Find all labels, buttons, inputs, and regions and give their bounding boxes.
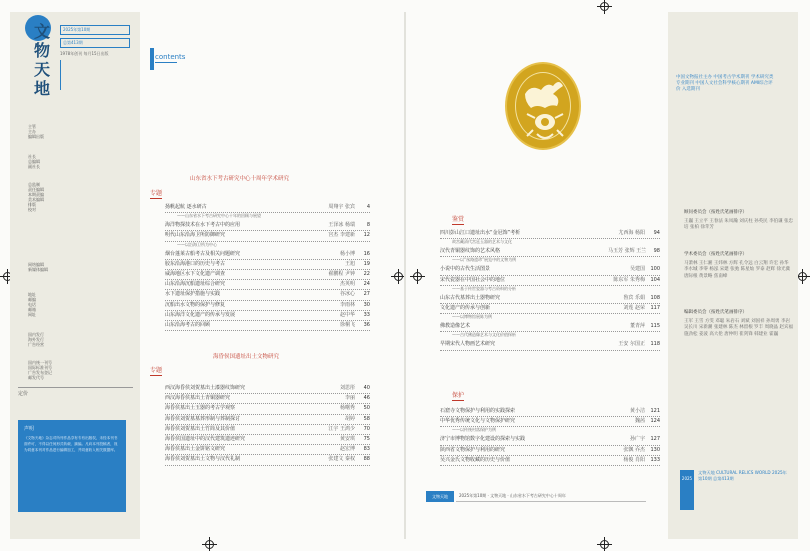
registration-mark-right (798, 272, 807, 281)
toc-subtitle-row (440, 286, 660, 294)
toc-entry-title: 山东沿海考古的回顾 (165, 321, 211, 328)
staff-line: 网络编辑 (28, 262, 44, 267)
toc-entry-page: 58 (363, 415, 370, 422)
toc-entry (165, 203, 370, 213)
registration-mark-center-right (413, 272, 422, 281)
toc-entry (440, 446, 660, 456)
toc-entry-page: 115 (650, 323, 660, 330)
toc-entry-title: ——山东省水下考古研究中心十年的回顾与展望 (177, 213, 261, 219)
toc-entry-title: 西汉海昏侯刘贺墓出土漆器纹饰研究 (165, 385, 246, 391)
registration-mark-bottom-left (205, 540, 214, 549)
staff-block (28, 262, 83, 272)
staff-line: 本期责编 (28, 192, 44, 197)
toc-entry (165, 425, 370, 435)
toc-entry-author: 谷冰心 (339, 291, 355, 298)
toc-entry-title: ——以“丝路遗珍”展览中的文物为例 (452, 257, 517, 263)
toc-entry-title: 海昏侯墓出土玉器的考古学观察 (165, 405, 236, 412)
toc-list (165, 203, 370, 331)
toc-entry-author: 刘莲 赵荣 (623, 304, 645, 311)
staff-block (28, 154, 83, 169)
toc-entry-author: 赵中华 (339, 311, 355, 318)
toc-entry (165, 311, 370, 321)
toc-entry-title: 文化遗产的传承与创新 (440, 304, 491, 311)
issue-info (60, 25, 130, 57)
toc-entry-author: 翟鹏程 尹钟 (328, 270, 355, 277)
toc-entry-page: 70 (363, 425, 370, 432)
toc-entry-author: 刘思彤 (339, 385, 355, 391)
staff-block (28, 124, 83, 139)
toc-entry-title: ——基于传世瓷器与考古资料的分析 (452, 285, 516, 291)
toc-entry-page: 22 (363, 270, 370, 277)
toc-entry (440, 265, 660, 275)
toc-list (440, 229, 660, 351)
category-label: 专题 (150, 367, 163, 374)
price-heading: 定价 (18, 387, 133, 397)
toc-entry-page: 83 (363, 446, 370, 453)
toc-subtitle-row (165, 213, 370, 221)
committee-title: 学术委员会（按姓氏笔画排序） (684, 252, 747, 257)
toc-entry-title: 汉代青铜器纹饰的艺术风格 (440, 248, 501, 255)
staff-line: 社长 (28, 154, 36, 159)
notice-title: 声明 (24, 426, 35, 432)
toc-subtitle-row (440, 257, 660, 265)
toc-entry-page: 124 (650, 418, 660, 425)
staff-line: 邮箱 (28, 307, 36, 312)
staff-line: 国内统一刊号 (28, 360, 52, 365)
toc-entry-title: 沉船出水文物的保护与修复 (165, 301, 226, 308)
toc-entry-page: 117 (650, 304, 660, 311)
staff-line: 网址 (28, 312, 36, 317)
contents-bar (150, 48, 154, 70)
toc-entry-author: 张建文 秦权 (328, 456, 355, 463)
rabbit-toad-motif-icon (507, 64, 583, 152)
toc-entry (165, 445, 370, 455)
staff-line: 广告发布登记 (28, 370, 52, 375)
category-label: 保护 (452, 392, 465, 399)
toc-entry-author: 徐桐飞 (339, 321, 355, 328)
toc-subtitle-row (165, 242, 370, 250)
category-label: 鉴赏 (452, 216, 465, 223)
toc-entry (440, 417, 660, 427)
toc-entry-title: 中华优秀传统文化与文物保护研究 (440, 418, 516, 425)
toc-entry-page: 40 (363, 385, 370, 391)
staff-line: 地址 (28, 292, 36, 297)
page-footer (426, 491, 646, 502)
staff-block (28, 182, 83, 212)
toc-entry (165, 384, 370, 394)
registration-mark-bottom (600, 540, 609, 549)
toc-entry-author: 王旭 (344, 260, 355, 267)
staff-block (28, 292, 83, 317)
toc-entry (440, 456, 660, 466)
toc-entry (165, 415, 370, 425)
toc-entry-page: 94 (653, 230, 660, 236)
page-gutter (404, 12, 406, 539)
toc-entry-title: 海昏侯刘贺墓墓葬形制与葬制探讨 (165, 415, 241, 422)
toc-entry-author: 杨俊 肖阳 (623, 456, 645, 463)
toc-entry (165, 231, 370, 241)
toc-entry-author: 张飘 乔杰 (623, 446, 645, 453)
toc-entry-title: 西汉海昏侯墓出土青铜器研究 (165, 395, 231, 402)
issue-strip: 2025 (680, 470, 694, 510)
toc-entry-page: 98 (653, 248, 660, 255)
staff-line: 总编辑 (28, 159, 40, 164)
staff-line: 校对 (28, 207, 36, 212)
toc-entry (165, 270, 370, 280)
staff-line: 广告经营 (28, 342, 44, 347)
committee-title: 编辑委员会（按姓氏笔画排序） (684, 310, 747, 315)
staff-line: 国际标准刊号 (28, 365, 52, 370)
toc-entry-title: 海昏侯墓出土金饼铭文研究 (165, 446, 226, 453)
toc-entry-title: 吴兴金氏文物收藏的历史与价值 (440, 456, 511, 463)
toc-entry (165, 250, 370, 260)
toc-entry-page: 104 (650, 276, 660, 283)
footer-label: 文物天地 (426, 491, 454, 502)
toc-entry (165, 404, 370, 414)
title-char: 天 (34, 60, 51, 79)
toc-entry-title: 水下遗址保护措施与实践 (165, 291, 221, 298)
registration-mark-top (600, 2, 609, 11)
staff-line: 美术编辑 (28, 197, 44, 202)
staff-line: 总监制 (28, 182, 40, 187)
toc-entry (165, 321, 370, 331)
toc-entry-page: 24 (363, 281, 370, 288)
toc-entry-author: 江宇 王鸿少 (328, 425, 355, 432)
toc-entry-page: 127 (650, 436, 660, 443)
toc-entry-author: 赵宏博 (339, 446, 355, 453)
toc-entry-page: 88 (363, 456, 370, 463)
toc-subtitle-row (440, 332, 660, 340)
toc-entry-author: 王泽冰 杨瑞 (328, 222, 355, 229)
toc-entry (165, 280, 370, 290)
toc-entry-title: 明代山东沿海卫所防御研究 (165, 232, 226, 239)
contents-rule (155, 62, 177, 63)
issue-strip-text: 文物天地 CULTURAL RELICS WORLD 2025年第10期 总第413期 (698, 470, 787, 481)
toc-entry-author: 尤西海 杨阳 (618, 230, 645, 236)
toc-entry-title: 济宁市博物馆数字化建设的探索与实践 (440, 436, 526, 443)
toc-entry (165, 260, 370, 270)
toc-entry (440, 304, 660, 314)
toc-entry-author: 吴建国 (629, 266, 645, 273)
staff-line: 副社长 (28, 164, 40, 169)
notice-text: 《文物天地》杂志对所刊作品享有专有出版权，未经本刊书面许可，不得以任何形式转载、摘编。凡向本刊投稿者，视为同意本刊对作品进行编辑加工，并同意收入相关数据库。 (24, 436, 118, 452)
toc-entry-author: 黄安琪 (339, 435, 355, 442)
toc-entry-page: 16 (363, 250, 370, 257)
toc-entry (165, 455, 370, 465)
toc-entry-title: 威海地区水下文化遗产调查 (165, 270, 226, 277)
committee-names: 王军 王雪 方雯 邓聪 朱岩石 刘斌 刘国祥 孙周勇 李岩 吴长川 宋新潮 张建林 陈杰 林留根 罗丰 周晓晶 赵宾福 施劲松 姜波 高大伦 唐仲明 崔剑锋 韩建业 霍巍 (684, 318, 794, 337)
toc-entry-title: 海昏侯国遗址中的汉代建筑遗迹研究 (165, 435, 246, 442)
toc-subtitle-row (440, 239, 660, 247)
issue-founding: 1978年创刊 每月15日出版 (60, 51, 109, 56)
toc-entry-page: 8 (366, 222, 370, 229)
toc-entry-title: 海洋物探技术在水下考古中的应用 (165, 222, 241, 229)
toc-entry-title: 早期宋代人物画艺术研究 (440, 341, 496, 348)
advisory-committee (684, 210, 794, 232)
magazine-title (34, 22, 54, 98)
toc-entry (440, 294, 660, 304)
registration-mark-center-left (394, 272, 403, 281)
toc-entry-title: ——以传统村落保护为例 (452, 427, 496, 433)
contents-label: contents (155, 53, 186, 61)
toc-entry (165, 394, 370, 404)
toc-entry-title: 烟台蓬莱古船考古及相关问题研究 (165, 250, 241, 257)
toc-entry-page: 121 (650, 408, 660, 414)
toc-entry-title: 石窟寺文物保护与利用的实践探索 (440, 408, 516, 414)
toc-entry-page: 4 (366, 204, 370, 210)
section-subtitle: 海昏侯国遗址出土文物研究 (213, 354, 280, 360)
toc-entry-author: 周翔宇 张宾 (328, 204, 355, 210)
toc-entry-page: 75 (363, 435, 370, 442)
toc-entry-title: 海昏侯刘贺墓出土竹简及其价值 (165, 425, 236, 432)
toc-entry (440, 322, 660, 332)
toc-entry-page: 36 (363, 321, 370, 328)
toc-entry-title: ——以博物馆展陈为例 (452, 314, 492, 320)
toc-entry-title: ——以沿海卫所为中心 (177, 241, 217, 247)
toc-entry-page: 19 (363, 260, 370, 267)
toc-entry-title: 故宫藏清代宫廷玉器的艺术与文化 (452, 239, 512, 245)
toc-entry-page: 46 (363, 395, 370, 402)
toc-entry-title: 胶东沿海港口的历史与考古 (165, 260, 226, 267)
staff-line: 主管 (28, 124, 36, 129)
toc-list (440, 407, 660, 466)
footer-rule (456, 501, 646, 502)
toc-entry-author: 马玉芳 张辉 王兰 (608, 248, 647, 255)
toc-entry-page: 12 (363, 232, 370, 239)
toc-list (165, 384, 370, 466)
toc-entry-author: 孙广宇 (629, 436, 645, 443)
title-char: 地 (34, 79, 51, 98)
editorial-committee (684, 310, 794, 338)
toc-subtitle-row (440, 314, 660, 322)
toc-entry-title: 小说中的古代生活图景 (440, 266, 491, 273)
title-char: 物 (34, 41, 51, 60)
toc-entry (165, 290, 370, 300)
staff-line: 邮发代号 (28, 375, 44, 380)
staff-line: 排版 (28, 202, 36, 207)
toc-entry (440, 229, 660, 239)
toc-entry-author: 宫杰 李建新 (328, 232, 355, 239)
staff-line: 新媒体编辑 (28, 267, 48, 272)
toc-entry-title: 山东古代墓葬出土器物研究 (440, 294, 501, 301)
staff-line: 海外发行 (28, 337, 44, 342)
toc-entry-title: 山东沿海沉船遗址综合研究 (165, 281, 226, 288)
academic-committee (684, 252, 794, 280)
toc-entry (440, 407, 660, 417)
toc-entry-author: 李丽 (344, 395, 355, 402)
toc-entry-author: 李雨林 (339, 301, 355, 308)
toc-entry-page: 100 (650, 266, 660, 273)
toc-entry-page: 27 (363, 291, 370, 298)
toc-entry-author: 王安 尔国正 (618, 341, 645, 348)
toc-entry-author: 杨曙秀 (339, 405, 355, 412)
category-label: 专题 (150, 190, 163, 197)
toc-entry-page: 118 (650, 341, 660, 348)
toc-entry-title: 扬帆起航 逐水研古 (165, 204, 207, 210)
staff-block (28, 360, 83, 380)
staff-line: 国内发行 (28, 332, 44, 337)
title-char: 文 (34, 22, 51, 41)
toc-entry (440, 435, 660, 445)
staff-line: 电话 (28, 302, 36, 307)
toc-entry-title: 陕西省文物保护与利用的研究 (440, 446, 506, 453)
committee-names: 王巍 王立平 王春法 朱凤瀚 刘庆柱 孙英民 李伯谦 张忠培 张柏 徐苹芳 (684, 218, 794, 230)
committee-title: 顾问委员会（按姓氏笔画排序） (684, 210, 747, 215)
toc-entry (440, 247, 660, 257)
toc-entry-author: 胡婷 (344, 415, 355, 422)
toc-entry-author: 杰英明 (339, 281, 355, 288)
toc-entry-page: 33 (363, 311, 370, 318)
staff-line: 主办 (28, 129, 36, 134)
toc-entry-title: 宋代瓷器在中国社会中的地位 (440, 276, 506, 283)
toc-subtitle-row (440, 427, 660, 435)
indexing-info: 中国文物报社主办 中国考古学术期刊 学术研究类专业期刊 中国人文社会科学核心期刊 AMI综合评价 入选期刊 (676, 75, 774, 92)
toc-entry-author: 魏茜 (634, 418, 645, 425)
gilded-bronze-disc-image (505, 62, 581, 150)
toc-entry-page: 30 (363, 301, 370, 308)
toc-entry-page: 130 (650, 446, 660, 453)
issue-total: 总第413期 (60, 38, 130, 48)
toc-entry-title: 四川彭山江口遗址出水“金冠饰”考析 (440, 230, 521, 236)
toc-entry-title: 佛教造像艺术 (440, 323, 471, 330)
toc-entry (165, 301, 370, 311)
staff-block (28, 332, 83, 347)
toc-entry-title: 山东海洋文化遗产的传承与发展 (165, 311, 236, 318)
copyright-notice-box (18, 420, 126, 512)
toc-entry-author: 黄小洁 (629, 408, 645, 414)
toc-entry-page: 133 (650, 456, 660, 463)
toc-entry-author: 陈东军 朱秀梅 (613, 276, 645, 283)
toc-entry-title: 海昏侯刘贺墓出土文物与汉代礼制 (165, 456, 241, 463)
toc-entry-author: 董青萍 (629, 323, 645, 330)
masthead-divider (60, 60, 61, 90)
toc-entry-author: 鲁宾 乐娟 (623, 294, 645, 301)
staff-line: 责任编辑 (28, 187, 44, 192)
toc-entry (165, 221, 370, 231)
toc-entry (165, 435, 370, 445)
feature-title: 山东省水下考古研究中心十周年学术研究 (190, 176, 290, 182)
issue-number: 2025年第10期 (60, 25, 130, 35)
toc-entry (440, 276, 660, 286)
footer-text: 2025年第10期 · 文物天地 · 山东省水下考古研究中心十周年 (459, 493, 566, 498)
toc-entry-author: 杨小博 (339, 250, 355, 257)
toc-entry-title: ——古代佛造像艺术与文化价值探析 (452, 332, 516, 338)
toc-entry (440, 340, 660, 350)
toc-entry-page: 50 (363, 405, 370, 412)
staff-line: 编辑出版 (28, 134, 44, 139)
staff-line: 邮编 (28, 297, 36, 302)
toc-entry-page: 108 (650, 294, 660, 301)
committee-names: 马萧林 王仁湘 王炜林 方辉 孔令远 白云翔 许宏 孙华 李水城 李零 杨泓 宋建 张弛 陈星灿 罗泰 赵辉 徐光冀 唐际根 黄景略 焦南峰 (684, 260, 790, 279)
